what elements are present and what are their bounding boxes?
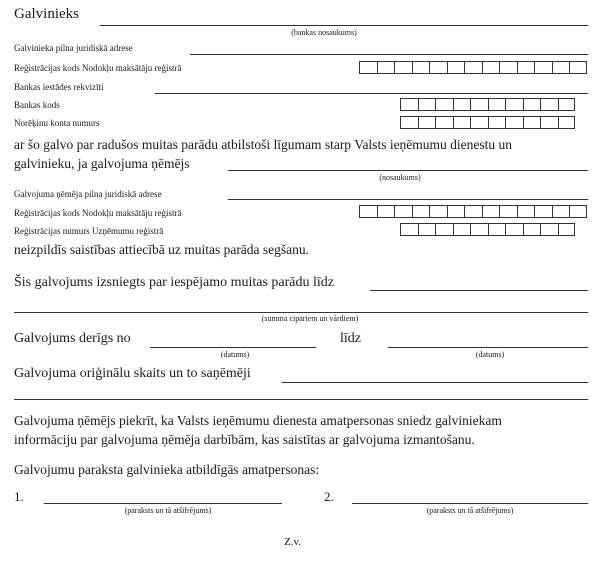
- valid-to-date-caption: (datums): [475, 350, 505, 359]
- recipient-tax-reg-label: Reģistrācijas kods Nodokļu maksātāju reģistrā: [14, 208, 182, 218]
- valid-from-date-line[interactable]: [150, 347, 316, 348]
- guarantor-address-line[interactable]: [190, 54, 588, 55]
- recipient-company-reg-label: Reģistrācijas numurs Uzņēmumu reģistrā: [14, 226, 164, 236]
- guarantor-tax-reg-boxes[interactable]: [359, 61, 587, 74]
- stamp-place-label: Z.v.: [284, 536, 302, 548]
- signature-number-2: 2.: [324, 489, 334, 504]
- originals-label: Galvojuma oriģinālu skaits un to saņēmēji: [14, 366, 251, 381]
- bank-name-line[interactable]: [100, 25, 588, 26]
- amount-label: Šis galvojums izsniegts par iespējamo muitas parādu līdz: [14, 275, 334, 290]
- amount-caption: (summa cipariem un vārdiem): [261, 314, 359, 323]
- guarantor-label: Galvinieks: [14, 6, 79, 22]
- account-number-boxes[interactable]: [400, 116, 575, 129]
- guarantor-tax-reg-label: Reģistrācijas kods Nodokļu maksātāju reģistrā: [14, 63, 182, 73]
- bank-code-label: Bankas kods: [14, 100, 60, 110]
- recipient-tax-reg-boxes[interactable]: [359, 205, 587, 218]
- valid-to-date-line[interactable]: [388, 347, 588, 348]
- bank-details-label: Bankas iestādes rekvizīti: [14, 82, 104, 92]
- valid-to-label: līdz: [340, 331, 361, 346]
- originals-line-2[interactable]: [14, 399, 588, 400]
- recipient-name-line[interactable]: [228, 170, 588, 171]
- valid-from-date-caption: (datums): [220, 350, 250, 359]
- guarantee-text-line1: ar šo galvo par radušos muitas parādu atbilstoši līgumam starp Valsts ieņēmumu dienestu un: [14, 137, 513, 152]
- signature-caption-2: (paraksts un tā atšifrējums): [426, 506, 514, 515]
- guarantor-address-label: Galvinieka pilna juridiskā adrese: [14, 43, 133, 53]
- consent-text-line1: Galvojuma ņēmējs piekrīt, ka Valsts ieņēmumu dienesta amatpersonas sniedz galviniekam: [14, 413, 502, 428]
- recipient-address-label: Galvojuma ņēmēja pilna juridiskā adrese: [14, 189, 162, 199]
- originals-line-1[interactable]: [282, 382, 588, 383]
- amount-line-2[interactable]: [14, 312, 588, 313]
- valid-from-label: Galvojums derīgs no: [14, 331, 131, 346]
- bank-details-line[interactable]: [155, 93, 588, 94]
- account-number-label: Norēķinu konta numurs: [14, 118, 100, 128]
- guarantee-text-line2: galvinieku, ja galvojuma ņēmējs: [14, 156, 190, 171]
- consent-text-line2: informāciju par galvojuma ņēmēja darbībām, kas saistītas ar galvojuma izmantošanu.: [14, 432, 475, 447]
- recipient-company-reg-boxes[interactable]: [400, 223, 575, 236]
- signatures-label: Galvojumu paraksta galvinieka atbildīgās amatpersonas:: [14, 462, 320, 477]
- recipient-name-caption: (nosaukums): [379, 173, 421, 182]
- signature-line-1[interactable]: [44, 503, 282, 504]
- amount-line-1[interactable]: [370, 290, 588, 291]
- signature-number-1: 1.: [14, 489, 24, 504]
- signature-caption-1: (paraksts un tā atšifrējums): [124, 506, 212, 515]
- recipient-address-line[interactable]: [228, 199, 588, 200]
- bank-code-boxes[interactable]: [400, 98, 575, 111]
- obligation-text: neizpildīs saistības attiecībā uz muitas parāda segšanu.: [14, 242, 310, 257]
- bank-name-caption: (bankas nosaukums): [291, 28, 357, 37]
- signature-line-2[interactable]: [352, 503, 588, 504]
